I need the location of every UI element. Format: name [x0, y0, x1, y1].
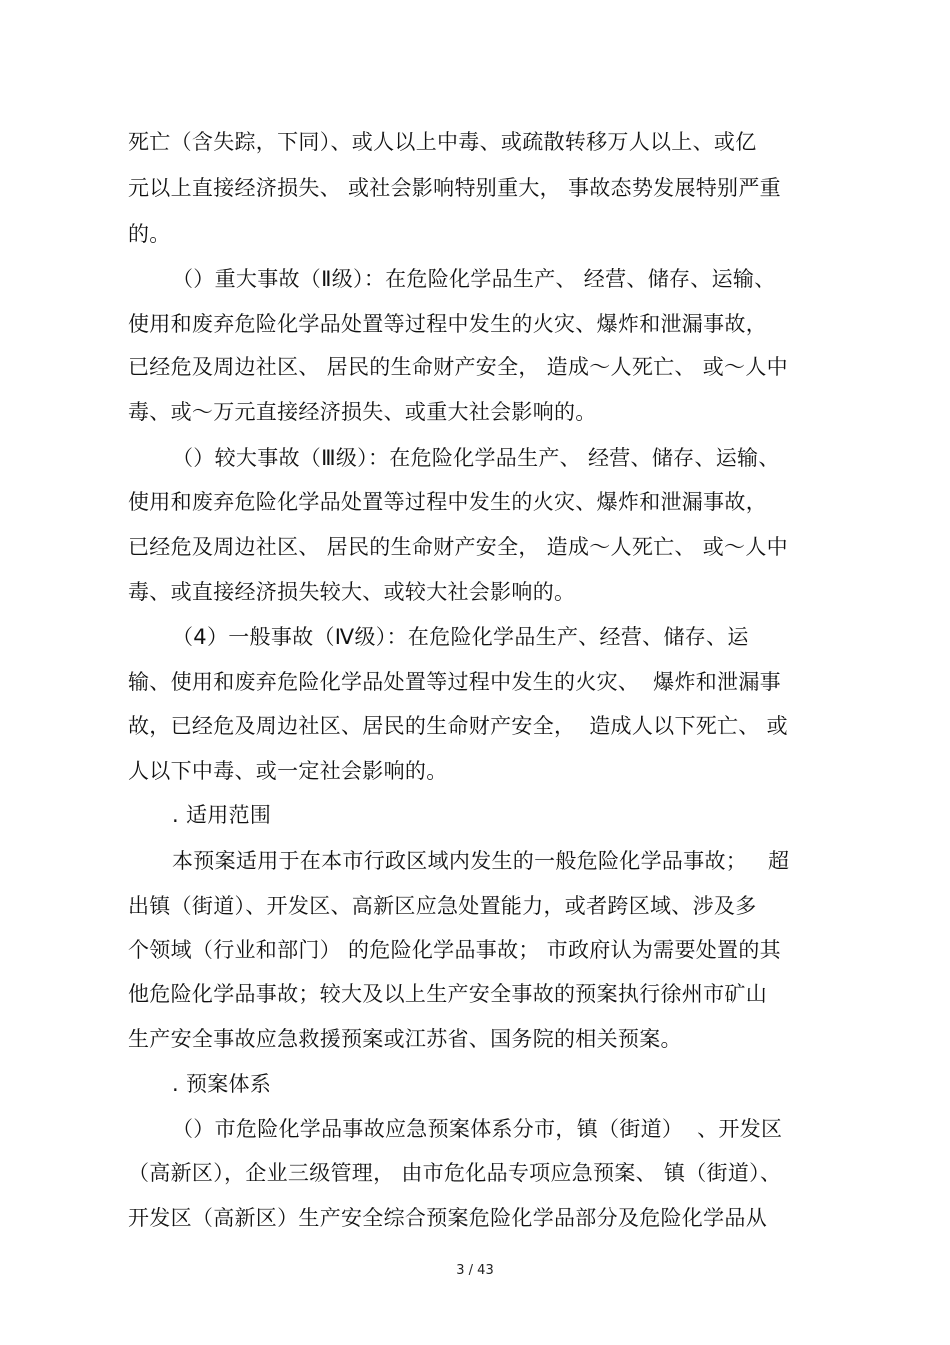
paragraph-general-accident: （4）一般事故（Ⅳ级）：在危险化学品生产、经营、储存、运 — [172, 625, 749, 649]
text-line: 毒、或～万元直接经济损失、或重大社会影响的。 — [128, 400, 597, 424]
page-number: 3 / 43 — [456, 1263, 494, 1278]
text-line: 已经危及周边社区、 居民的生命财产安全， 造成～人死亡、 或～人中 — [128, 355, 788, 379]
paragraph-larger-accident: （）较大事故（Ⅲ级）：在危险化学品生产、 经营、储存、运输、 — [172, 446, 780, 470]
text-line: 个领域（行业和部门） 的危险化学品事故； 市政府认为需要处置的其 — [128, 938, 781, 962]
text-line: 生产安全事故应急救援预案或江苏省、国务院的相关预案。 — [128, 1027, 682, 1051]
text-line: 的。 — [128, 222, 171, 246]
text-line: 毒、或直接经济损失较大、或较大社会影响的。 — [128, 580, 576, 604]
paragraph-scope: 本预案适用于在本市行政区域内发生的一般危险化学品事故； 超 — [172, 849, 790, 873]
text-line: 出镇（街道）、开发区、高新区应急处置能力，或者跨区域、涉及多 — [128, 894, 757, 918]
text-line: （高新区），企业三级管理， 由市危化品专项应急预案、 镇（街道）、 — [128, 1161, 782, 1185]
text-line: 元以上直接经济损失、 或社会影响特别重大， 事故态势发展特别严重 — [128, 176, 781, 200]
text-line: 使用和废弃危险化学品处置等过程中发生的火灾、爆炸和泄漏事故， — [128, 490, 767, 514]
text-line: 他危险化学品事故；较大及以上生产安全事故的预案执行徐州市矿山 — [128, 982, 767, 1006]
text-line: 死亡（含失踪，下同）、或人以上中毒、或疏散转移万人以上、或亿 — [128, 130, 757, 154]
paragraph-plan-system: （）市危险化学品事故应急预案体系分市，镇（街道） 、开发区 — [172, 1117, 783, 1141]
text-line: 开发区（高新区）生产安全综合预案危险化学品部分及危险化学品从 — [128, 1206, 767, 1230]
text-line: 已经危及周边社区、 居民的生命财产安全， 造成～人死亡、 或～人中 — [128, 535, 788, 559]
text-line: 故，已经危及周边社区、居民的生命财产安全， 造成人以下死亡、 或 — [128, 714, 788, 738]
paragraph-major-accident: （）重大事故（Ⅱ级）：在危险化学品生产、 经营、储存、运输、 — [172, 267, 776, 291]
text-line: 输、使用和废弃危险化学品处置等过程中发生的火灾、 爆炸和泄漏事 — [128, 670, 781, 694]
text-line: 使用和废弃危险化学品处置等过程中发生的火灾、爆炸和泄漏事故， — [128, 312, 767, 336]
section-heading-scope: . 适用范围 — [172, 803, 272, 827]
section-heading-plan-system: . 预案体系 — [172, 1072, 272, 1096]
text-line: 人以下中毒、或一定社会影响的。 — [128, 759, 448, 783]
